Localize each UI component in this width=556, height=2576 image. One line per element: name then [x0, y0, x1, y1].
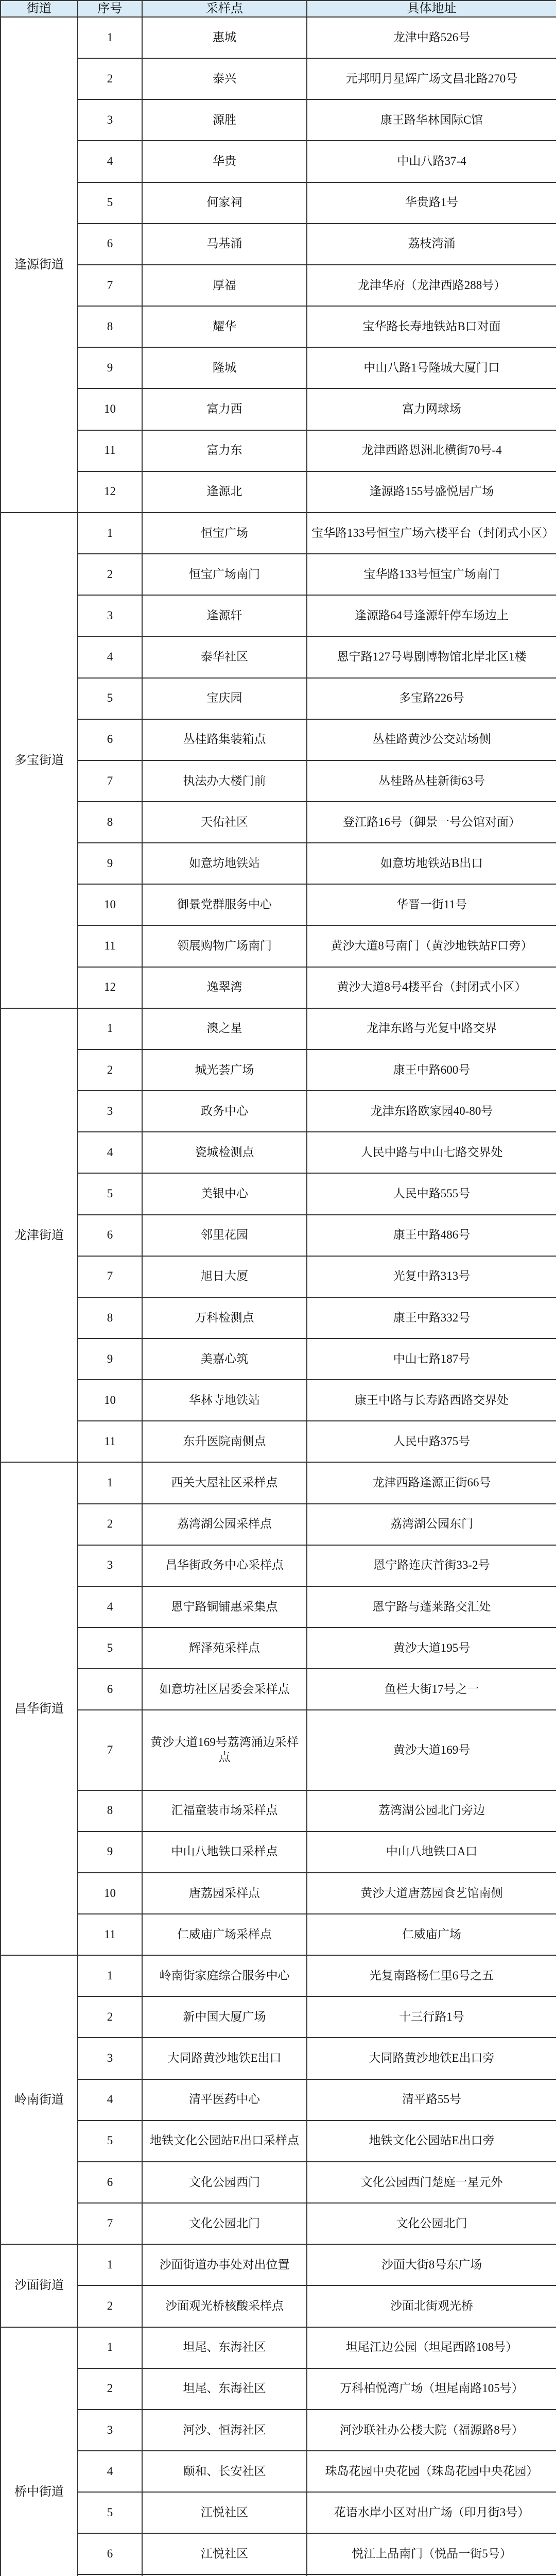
address-cell: 仁威庙广场 [307, 1914, 556, 1955]
index-cell: 11 [78, 925, 142, 967]
index-cell: 1 [78, 1955, 142, 1996]
table-row [1, 1256, 556, 1297]
header-index: 序号 [78, 1, 142, 17]
index-cell: 10 [78, 1873, 142, 1914]
table-row [1, 513, 556, 554]
site-cell: 如意坊社区居委会采样点 [142, 1669, 307, 1710]
address-cell: 丛桂路丛桂新街63号 [307, 760, 556, 802]
address-cell: 河沙联社办公楼大院（福源路8号） [307, 2410, 556, 2451]
table-row [1, 1790, 556, 1832]
address-cell: 华贵路1号 [307, 182, 556, 224]
index-cell: 1 [78, 1008, 142, 1049]
address-cell: 花语水岸小区对出广场（印月街3号） [307, 2492, 556, 2533]
site-cell: 岭南街家庭综合服务中心 [142, 1955, 307, 1996]
site-cell: 汇福童装市场采样点 [142, 1790, 307, 1832]
table-row [1, 1586, 556, 1628]
index-cell: 7 [78, 265, 142, 306]
address-cell: 中山八地铁口A口 [307, 1832, 556, 1873]
table-row [1, 636, 556, 677]
address-cell: 逢源路155号盛悦居广场 [307, 471, 556, 513]
table-row [1, 2121, 556, 2162]
table-row [1, 471, 556, 513]
site-cell: 地铁文化公园站E出口采样点 [142, 2121, 307, 2162]
site-cell: 惠城 [142, 17, 307, 58]
table-row [1, 2244, 556, 2285]
table-row [1, 1380, 556, 1421]
site-cell: 厚福 [142, 265, 307, 306]
address-cell: 龙津西路逢源正街66号 [307, 1462, 556, 1503]
table-row [1, 265, 556, 306]
index-cell: 9 [78, 843, 142, 884]
table-row [1, 1873, 556, 1914]
site-cell: 执法办大楼门前 [142, 760, 307, 802]
table-row [1, 58, 556, 99]
table-row [1, 1914, 556, 1955]
index-cell: 11 [78, 1914, 142, 1955]
address-cell: 多宝路226号 [307, 678, 556, 719]
table-row [1, 1628, 556, 1669]
table-row [1, 884, 556, 925]
site-cell: 华林寺地铁站 [142, 1380, 307, 1421]
address-cell: 龙津东路与光复中路交界 [307, 1008, 556, 1049]
address-cell: 逢源路64号逢源轩停车场边上 [307, 595, 556, 636]
table-row [1, 967, 556, 1008]
site-cell: 唐荔园采样点 [142, 1873, 307, 1914]
address-cell: 登江路16号（御景一号公馆对面） [307, 802, 556, 843]
site-cell: 邻里花园 [142, 1215, 307, 1256]
street-cell: 岭南街道 [1, 1955, 78, 2244]
site-cell: 恩宁路铜铺惠采集点 [142, 1586, 307, 1628]
address-cell: 荔枝湾涌 [307, 224, 556, 265]
table-row [1, 1173, 556, 1214]
index-cell: 9 [78, 1338, 142, 1380]
site-cell: 富力西 [142, 388, 307, 430]
index-cell: 3 [78, 1091, 142, 1132]
index-cell: 7 [78, 2203, 142, 2244]
index-cell: 10 [78, 1380, 142, 1421]
table-row [1, 1421, 556, 1462]
address-cell: 龙津西路恩洲北横街70号-4 [307, 430, 556, 471]
street-cell: 昌华街道 [1, 1462, 78, 1955]
index-cell: 5 [78, 2492, 142, 2533]
table-row [1, 678, 556, 719]
address-cell: 光复南路杨仁里6号之五 [307, 1955, 556, 1996]
table-row [1, 719, 556, 760]
address-cell: 十三行路1号 [307, 1996, 556, 2038]
table-row [1, 2368, 556, 2410]
index-cell: 2 [78, 2285, 142, 2327]
site-cell: 美嘉心筑 [142, 1338, 307, 1380]
table-row [1, 1049, 556, 1091]
index-cell: 2 [78, 58, 142, 99]
index-cell: 6 [78, 719, 142, 760]
address-cell: 大同路黄沙地铁E出口旁 [307, 2038, 556, 2079]
site-cell: 泰兴 [142, 58, 307, 99]
table-row [1, 595, 556, 636]
address-cell: 光复中路313号 [307, 1256, 556, 1297]
site-cell: 城光荟广场 [142, 1049, 307, 1091]
street-cell: 龙津街道 [1, 1008, 78, 1463]
site-cell: 黄沙大道169号荔湾涌边采样点 [142, 1710, 307, 1790]
site-cell: 泰华社区 [142, 636, 307, 677]
table-row [1, 388, 556, 430]
address-cell: 康王中路486号 [307, 1215, 556, 1256]
index-cell: 6 [78, 2533, 142, 2574]
table-row [1, 182, 556, 224]
table-row [1, 224, 556, 265]
index-cell: 1 [78, 2244, 142, 2285]
address-cell: 宝华路133号恒宝广场南门 [307, 554, 556, 595]
index-cell: 8 [78, 306, 142, 347]
site-cell: 坦尾、东海社区 [142, 2327, 307, 2368]
site-cell: 逢源北 [142, 471, 307, 513]
index-cell: 9 [78, 1832, 142, 1873]
address-cell: 黄沙大道8号南门（黄沙地铁站F口旁） [307, 925, 556, 967]
table-row [1, 2038, 556, 2079]
index-cell: 4 [78, 1586, 142, 1628]
site-cell: 新中国大厦广场 [142, 1996, 307, 2038]
table-row [1, 347, 556, 388]
site-cell: 大同路黄沙地铁E出口 [142, 2038, 307, 2079]
address-cell: 宝华路133号恒宝广场六楼平台（封闭式小区） [307, 513, 556, 554]
table-body [1, 17, 556, 2576]
site-cell: 丛桂路集装箱点 [142, 719, 307, 760]
address-cell: 黄沙大道195号 [307, 1628, 556, 1669]
street-cell: 桥中街道 [1, 2327, 78, 2576]
index-cell: 11 [78, 430, 142, 471]
index-cell: 5 [78, 2121, 142, 2162]
address-cell: 康王中路332号 [307, 1297, 556, 1338]
address-cell: 悦江上品南门（悦品一街5号） [307, 2533, 556, 2574]
site-cell: 江悦社区 [142, 2492, 307, 2533]
address-cell: 恩宁路连庆首街33-2号 [307, 1545, 556, 1586]
index-cell: 9 [78, 347, 142, 388]
address-cell: 文化公园西门楚庭一星元外 [307, 2162, 556, 2203]
index-cell: 3 [78, 2038, 142, 2079]
site-cell: 仁威庙广场采样点 [142, 1914, 307, 1955]
index-cell: 6 [78, 1215, 142, 1256]
site-cell: 宝庆园 [142, 678, 307, 719]
index-cell: 5 [78, 678, 142, 719]
address-cell: 人民中路与中山七路交界处 [307, 1132, 556, 1173]
site-cell: 西关大屋社区采样点 [142, 1462, 307, 1503]
index-cell: 7 [78, 760, 142, 802]
table-row [1, 2203, 556, 2244]
address-cell: 黄沙大道唐荔园食艺馆南侧 [307, 1873, 556, 1914]
index-cell: 11 [78, 1421, 142, 1462]
site-cell: 文化公园西门 [142, 2162, 307, 2203]
index-cell: 7 [78, 1256, 142, 1297]
site-cell: 辉泽苑采样点 [142, 1628, 307, 1669]
table-row [1, 2492, 556, 2533]
site-cell: 华贵 [142, 141, 307, 182]
index-cell: 4 [78, 1132, 142, 1173]
table-row [1, 2079, 556, 2121]
table-row [1, 843, 556, 884]
address-cell: 荔湾湖公园东门 [307, 1504, 556, 1545]
header-site: 采样点 [142, 1, 307, 17]
site-cell: 荔湾湖公园采样点 [142, 1504, 307, 1545]
index-cell: 1 [78, 1462, 142, 1503]
site-cell: 何家祠 [142, 182, 307, 224]
index-cell: 6 [78, 224, 142, 265]
index-cell: 8 [78, 1297, 142, 1338]
site-cell: 恒宝广场南门 [142, 554, 307, 595]
table-row [1, 99, 556, 141]
address-cell: 龙津华府（龙津西路288号） [307, 265, 556, 306]
index-cell: 2 [78, 2368, 142, 2410]
site-cell: 天佑社区 [142, 802, 307, 843]
site-cell: 马基涌 [142, 224, 307, 265]
site-cell: 领展购物广场南门 [142, 925, 307, 967]
site-cell: 瓷城检测点 [142, 1132, 307, 1173]
table-row [1, 2285, 556, 2327]
address-cell: 清平路55号 [307, 2079, 556, 2121]
table-row [1, 1710, 556, 1790]
header-row [1, 1, 556, 17]
address-cell: 丛桂路黄沙公交站场侧 [307, 719, 556, 760]
address-cell: 珠岛花园中央花园（珠岛花园中央花园） [307, 2451, 556, 2492]
address-cell: 荔湾湖公园北门旁边 [307, 1790, 556, 1832]
site-cell: 御景党群服务中心 [142, 884, 307, 925]
index-cell: 1 [78, 17, 142, 58]
address-cell: 中山八路37-4 [307, 141, 556, 182]
site-cell: 耀华 [142, 306, 307, 347]
header-address: 具体地址 [307, 1, 556, 17]
street-cell: 逢源街道 [1, 17, 78, 513]
table-row [1, 1297, 556, 1338]
table-row [1, 2327, 556, 2368]
site-cell: 江悦社区 [142, 2533, 307, 2574]
table-row [1, 925, 556, 967]
index-cell: 5 [78, 182, 142, 224]
table-row [1, 430, 556, 471]
address-cell: 龙津东路欧家园40-80号 [307, 1091, 556, 1132]
index-cell: 6 [78, 1669, 142, 1710]
site-cell: 政务中心 [142, 1091, 307, 1132]
site-cell: 沙面观光桥核酸采样点 [142, 2285, 307, 2327]
site-cell: 逢源轩 [142, 595, 307, 636]
index-cell: 6 [78, 2162, 142, 2203]
address-cell: 鱼栏大街17号之一 [307, 1669, 556, 1710]
index-cell: 1 [78, 2327, 142, 2368]
index-cell: 2 [78, 1504, 142, 1545]
site-cell: 美银中心 [142, 1173, 307, 1214]
site-cell: 颐和、长安社区 [142, 2451, 307, 2492]
table-row [1, 17, 556, 58]
site-cell: 旭日大厦 [142, 1256, 307, 1297]
site-cell: 东升医院南侧点 [142, 1421, 307, 1462]
table-row [1, 1008, 556, 1049]
address-cell: 文化公园北门 [307, 2203, 556, 2244]
table-row [1, 2162, 556, 2203]
site-cell: 富力东 [142, 430, 307, 471]
index-cell: 12 [78, 471, 142, 513]
index-cell: 1 [78, 513, 142, 554]
index-cell: 2 [78, 554, 142, 595]
index-cell: 10 [78, 884, 142, 925]
address-cell: 元邦明月星辉广场文昌北路270号 [307, 58, 556, 99]
address-cell: 人民中路375号 [307, 1421, 556, 1462]
site-cell: 恒宝广场 [142, 513, 307, 554]
index-cell: 5 [78, 1628, 142, 1669]
table-row [1, 802, 556, 843]
table-row [1, 1091, 556, 1132]
table-row [1, 1504, 556, 1545]
index-cell: 3 [78, 1545, 142, 1586]
site-cell: 沙面街道办事处对出位置 [142, 2244, 307, 2285]
address-cell: 康王中路与长寿路西路交界处 [307, 1380, 556, 1421]
address-cell: 坦尾江边公园（坦尾西路108号） [307, 2327, 556, 2368]
table-row [1, 141, 556, 182]
site-cell: 隆城 [142, 347, 307, 388]
index-cell: 7 [78, 1710, 142, 1790]
table-row [1, 554, 556, 595]
address-cell: 沙面北街观光桥 [307, 2285, 556, 2327]
table-row [1, 1669, 556, 1710]
index-cell: 5 [78, 1173, 142, 1214]
address-cell: 黄沙大道8号4楼平台（封闭式小区） [307, 967, 556, 1008]
table-row [1, 306, 556, 347]
index-cell: 3 [78, 2410, 142, 2451]
site-cell: 如意坊地铁站 [142, 843, 307, 884]
table-row [1, 1832, 556, 1873]
site-cell: 昌华街政务中心采样点 [142, 1545, 307, 1586]
address-cell: 黄沙大道169号 [307, 1710, 556, 1790]
address-cell: 人民中路555号 [307, 1173, 556, 1214]
address-cell: 中山八路1号隆城大厦门口 [307, 347, 556, 388]
index-cell: 4 [78, 2079, 142, 2121]
index-cell: 4 [78, 141, 142, 182]
address-cell: 富力网球场 [307, 388, 556, 430]
address-cell: 恩宁路127号粤剧博物馆北岸北区1楼 [307, 636, 556, 677]
index-cell: 12 [78, 967, 142, 1008]
site-cell: 文化公园北门 [142, 2203, 307, 2244]
index-cell: 2 [78, 1996, 142, 2038]
table-row [1, 1338, 556, 1380]
table-row [1, 1215, 556, 1256]
address-cell: 中山七路187号 [307, 1338, 556, 1380]
site-cell: 坦尾、东海社区 [142, 2368, 307, 2410]
site-cell: 逸翠湾 [142, 967, 307, 1008]
site-cell: 澳之星 [142, 1008, 307, 1049]
site-cell: 河沙、恒海社区 [142, 2410, 307, 2451]
index-cell: 4 [78, 2451, 142, 2492]
address-cell: 恩宁路与蓬莱路交汇处 [307, 1586, 556, 1628]
table-row [1, 2410, 556, 2451]
site-cell: 清平医药中心 [142, 2079, 307, 2121]
street-cell: 沙面街道 [1, 2244, 78, 2327]
index-cell: 2 [78, 1049, 142, 1091]
index-cell: 3 [78, 595, 142, 636]
street-cell: 多宝街道 [1, 513, 78, 1008]
site-cell: 源胜 [142, 99, 307, 141]
table-row [1, 1545, 556, 1586]
site-cell: 中山八地铁口采样点 [142, 1832, 307, 1873]
index-cell: 4 [78, 636, 142, 677]
address-cell: 康王中路600号 [307, 1049, 556, 1091]
address-cell: 宝华路长寿地铁站B口对面 [307, 306, 556, 347]
header-street: 街道 [1, 1, 78, 17]
table-row [1, 1132, 556, 1173]
table-row [1, 2451, 556, 2492]
address-cell: 龙津中路526号 [307, 17, 556, 58]
index-cell: 8 [78, 1790, 142, 1832]
table-row [1, 2533, 556, 2574]
index-cell: 8 [78, 802, 142, 843]
address-cell: 沙面大街8号东广场 [307, 2244, 556, 2285]
table-row [1, 1462, 556, 1503]
table-row [1, 1996, 556, 2038]
address-cell: 如意坊地铁站B出口 [307, 843, 556, 884]
index-cell: 10 [78, 388, 142, 430]
address-cell: 地铁文化公园站E出口旁 [307, 2121, 556, 2162]
table-row [1, 1955, 556, 1996]
table-row [1, 760, 556, 802]
site-cell: 万科检测点 [142, 1297, 307, 1338]
index-cell: 3 [78, 99, 142, 141]
address-cell: 万科柏悦湾广场（坦尾南路105号） [307, 2368, 556, 2410]
address-cell: 康王路华林国际C馆 [307, 99, 556, 141]
address-cell: 华晋一街11号 [307, 884, 556, 925]
